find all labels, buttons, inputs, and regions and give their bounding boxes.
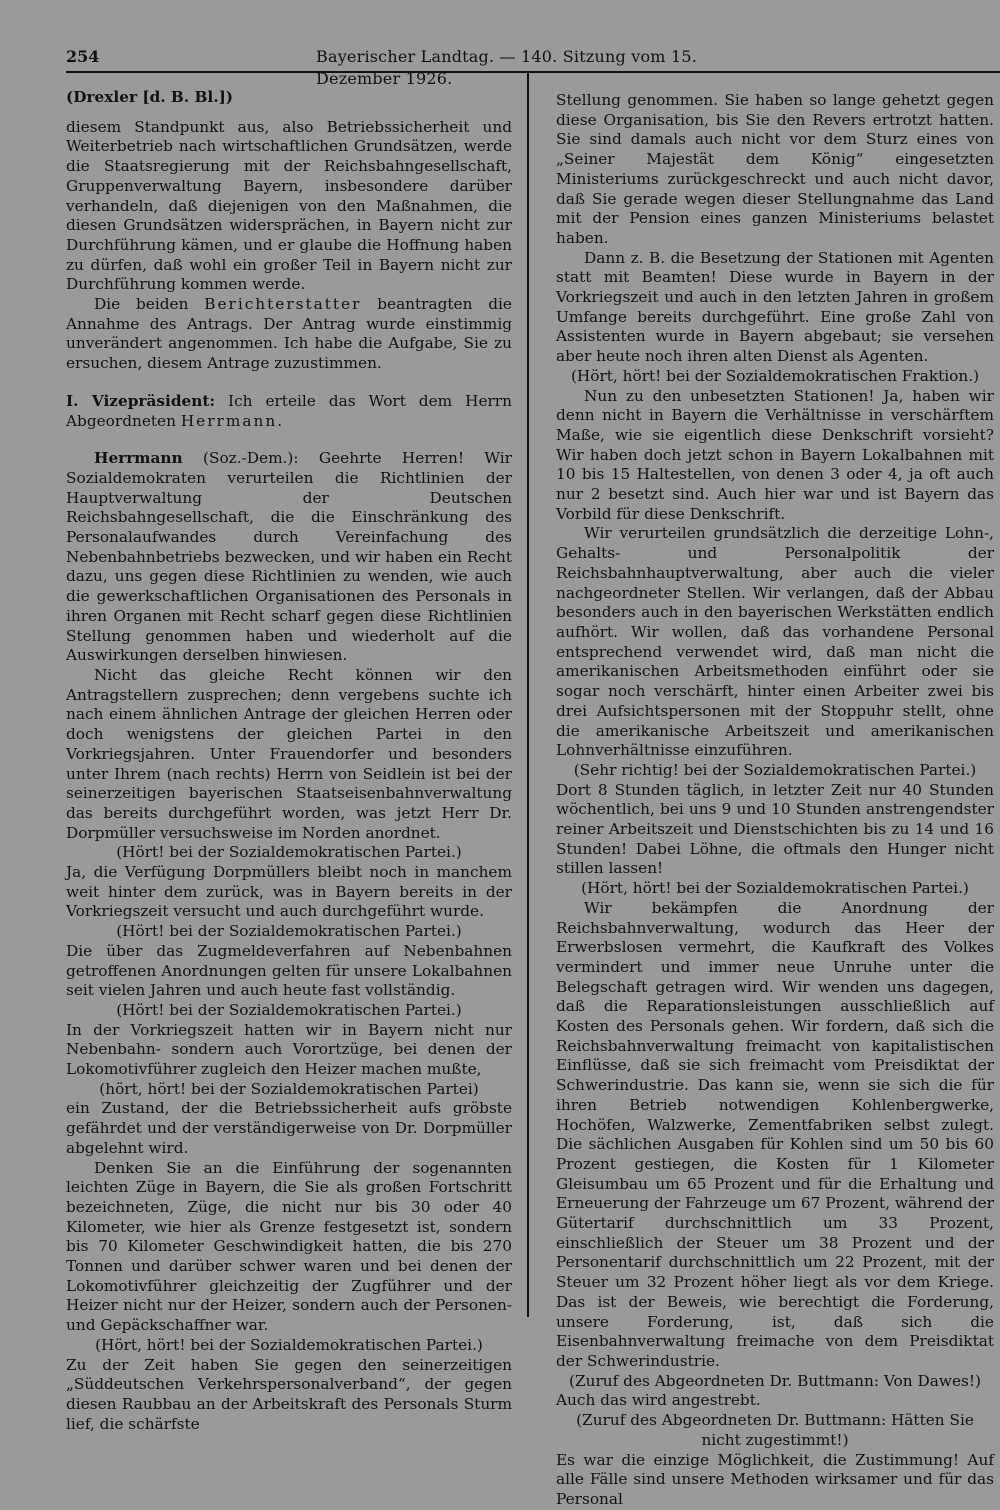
- interjection: (Sehr richtig! bei der Sozialdemokratischen Partei.): [573, 760, 977, 779]
- paragraph: In der Vorkriegszeit hatten wir in Bayern nicht nur Nebenbahn- sondern auch Vorortzüge, bei denen der Lokomotivführer zugleich den Heizer machen mußte,: [66, 1020, 512, 1079]
- interjection: (Zuruf des Abgeordneten Dr. Buttmann: Hätten Sie nicht zugestimmt!): [576, 1411, 974, 1449]
- speaker-name: Herrmann.: [180, 411, 285, 430]
- speaker-label: I. Vizepräsident:: [66, 391, 216, 410]
- speaker-heading: [66, 88, 512, 108]
- speaker-text: Geehrte Herren! Wir Sozialdemokraten verurteilen die Richtlinien der Hauptverwaltung der Deutschen Reichsbahngesellschaft, die die Einschränkung des Personalaufwandes durch Vereinfachung des Nebenbahnbetriebs bezwecken, und wir haben ein Recht dazu, uns gegen diese Richtlinien zu wenden, wie auch die gewerkschaftlichen Organisationen des Personals in ihren Organen mit Recht scharf gegen diese Richtlinien Stellung genommen haben und wiederholt auf die Auswirkungen derselben hinwiesen.: [66, 449, 512, 665]
- column-divider: [527, 73, 529, 1317]
- paragraph: Dort 8 Stunden täglich, in letzter Zeit nur 40 Stunden wöchentlich, bei uns 9 und 10 Stunden anstrengendster reiner Arbeitszeit und Dienstschichten bis zu 14 und 16 Stunden! Dabei Löhne, die oftmals den Hunger nicht stillen lassen!: [556, 780, 994, 878]
- paragraph: Zu der Zeit haben Sie gegen den seinerzeitigen „Süddeutschen Verkehrspersonalverband“, der gegen diesen Raubbau an der Arbeitskraft des Personals Sturm lief, die schärfste: [66, 1355, 512, 1433]
- paragraph: Auch das wird angestrebt.: [556, 1391, 761, 1410]
- interjection: (Hört! bei der Sozialdemokratischen Partei.): [116, 1000, 462, 1019]
- interjection: (Hört, hört! bei der Sozialdemokratischen Partei.): [581, 879, 969, 898]
- right-column: [556, 91, 994, 1510]
- text-spaced: Berichterstatter: [204, 295, 362, 314]
- speaker-text: Ich erteile das Wort dem Herrn Abgeordneten: [66, 391, 512, 430]
- paragraph: Wir verurteilen grundsätzlich die derzeitige Lohn-, Gehalts- und Personalpolitik der Reichsbahnhauptverwaltung, aber auch die vieler nachgeordneter Stellen. Wir verlangen, daß der Abbau besonders auch in den bayerischen Werkstätten endlich aufhört. Wir wollen, daß das vorhandene Personal entsprechend verwendet wird, daß man nicht die amerikanischen Arbeitsmethoden einführt oder sie sogar noch verschärft, hinter einen Arbeiter zwei bis drei Aufsichtspersonen mit der Stoppuhr stellt, ohne die amerikanische Arbeitszeit und amerikanischen Lohnverhältnisse einzuführen.: [556, 524, 994, 760]
- text-rest: beantragten die Annahme des Antrags. Der Antrag wurde einstimmig unverändert angenommen. Ich habe die Aufgabe, Sie zu ersuchen, diesem Antrage zuzustimmen.: [66, 295, 512, 373]
- paragraph: ein Zustand, der die Betriebssicherheit aufs gröbste gefährdet und der verständigerweise von Dr. Dorpmüller abgelehnt wird.: [66, 1099, 512, 1157]
- paragraph: Wir bekämpfen die Anordnung der Reichsbahnverwaltung, wodurch das Heer der Erwerbslosen vermehrt, die Kaufkraft des Volkes vermindert und immer neue Unruhe unter die Belegschaft getragen wird. Wir wenden uns dagegen, daß die Reparationsleistungen ausschließlich auf Kosten des Personals gehen. Wir fordern, daß sich die Reichsbahnverwaltung freimacht von kapitalistischen Einflüsse, daß sie sich freimacht vom Preisdiktat der Schwerindustrie. Das kann sie, wenn sie sich die für ihren Betrieb notwendigen Kohlenbergwerke, Hochöfen, Walzwerke, Zementfabriken selbst zulegt. Die sächlichen Ausgaben für Kohlen sind um 50 bis 60 Prozent gestiegen, die Kosten für 1 Kilometer Gleisumbau um 65 Prozent und für die Erhaltung und Erneuerung der Fahrzeuge um 67 Prozent, während der Gütertarif durchschnittlich um 33 Prozent, einschließlich der Steuer um 38 Prozent und der Personentarif durchschnittlich um 22 Prozent, mit der Steuer um 32 Prozent höher liegt als vor dem Kriege. Das ist der Beweis, wie berechtigt die Forderung, unsere Forderung, ist, daß sich die Eisenbahnverwaltung freimache von dem Preisdiktat der Schwerindustrie.: [556, 898, 994, 1370]
- paragraph: Es war die einzige Möglichkeit, die Zustimmung! Auf alle Fälle sind unsere Methoden wirksamer und für das Personal: [556, 1450, 994, 1508]
- left-column: [66, 88, 512, 1434]
- interjection: (Hört, hört! bei der Sozialdemokratischen Partei.): [95, 1335, 483, 1354]
- text-lead: Die beiden: [94, 295, 189, 314]
- header-rule: [66, 71, 1000, 73]
- paragraph: Dann z. B. die Besetzung der Stationen mit Agenten statt mit Beamten! Diese wurde in Bayern in der Vorkriegszeit und auch in den letzten Jahren in großem Umfange bereits durchgeführt. Eine große Zahl von Assistenten wurde in Bayern abgebaut; sie versehen aber heute noch ihren alten Dienst als Agenten.: [556, 248, 994, 366]
- speaker-label: Herrmann: [94, 449, 183, 468]
- interjection: (Hört, hört! bei der Sozialdemokratischen Fraktion.): [570, 366, 980, 385]
- paragraph: Die über das Zugmeldeverfahren auf Nebenbahnen getroffenen Anordnungen gelten für unsere Lokalbahnen seit vielen Jahren und auch heute fast vollständig.: [66, 941, 512, 1000]
- page-number: 254: [66, 47, 100, 66]
- paragraph: [66, 295, 512, 374]
- paragraph: Denken Sie an die Einführung der sogenannten leichten Züge in Bayern, die Sie als großen Fortschritt bezeichneten, Züge, die nicht nur bis 30 oder 40 Kilometer, wie hier als Grenze festgesetzt ist, sondern bis 70 Kilometer Geschwindigkeit hatten, die bis 270 Tonnen und darüber schwer waren und bei denen der Lokomotivführer gleichzeitig der Zugführer und der Heizer nicht nur der Heizer, sondern auch der Personen- und Gepäckschaffner war.: [66, 1158, 512, 1335]
- speaker-party: (Soz.-Dem.):: [203, 449, 299, 468]
- interjection: (Hört! bei der Sozialdemokratischen Partei.): [116, 922, 462, 941]
- interjection: (Zuruf des Abgeordneten Dr. Buttmann: Von Dawes!): [569, 1371, 981, 1390]
- running-title: Bayerischer Landtag. — 140. Sitzung vom 15. Dezember 1926.: [316, 47, 697, 88]
- speaker-heading-text: (Drexler [d. B. Bl.]): [66, 88, 234, 106]
- page-header: [66, 46, 756, 88]
- interjection: (hört, hört! bei der Sozialdemokratischen Partei): [99, 1079, 479, 1098]
- paragraph: Stellung genommen. Sie haben so lange gehetzt gegen diese Organisation, bis Sie den Revers ertrotzt hatten. Sie sind damals auch nicht vor dem Sturz eines von „Seiner Majestät dem König“ eingesetzten Ministeriums zurückgeschreckt und auch nicht davor, daß Sie gerade wegen dieser Stellungnahme das Land mit der Pension eines ganzen Ministeriums belastet haben.: [556, 91, 994, 247]
- paragraph: Nun zu den unbesetzten Stationen! Ja, haben wir denn nicht in Bayern die Verhältnisse in verschärftem Maße, wie sie eigentlich diese Denkschrift vorsieht? Wir haben doch jetzt schon in Bayern Lokalbahnen mit 10 bis 15 Haltestellen, von denen 3 oder 4, ja oft auch nur 2 besetzt sind. Auch hier war und ist Bayern das Vorbild für diese Denkschrift.: [556, 386, 994, 523]
- paragraph: Ja, die Verfügung Dorpmüllers bleibt noch in manchem weit hinter dem zurück, was in Bayern bereits in der Vorkriegszeit versucht und auch durchgeführt wurde.: [66, 863, 512, 921]
- herrmann-paragraph: [66, 449, 512, 666]
- interjection: (Hört! bei der Sozialdemokratischen Partei.): [116, 843, 462, 862]
- paragraph: Nicht das gleiche Recht können wir den Antragstellern zusprechen; denn vergebens suchte ich nach einem ähnlichen Antrage der gleichen Herren oder doch wenigstens der gleichen Partei in den Vorkriegsjahren. Unter Frauendorfer und besonders unter Ihrem (nach rechts) Herrn von Seidlein ist bei der seinerzeitigen bayerischen Staatseisenbahnverwaltung das bereits durchgeführt worden, was jetzt Herr Dr. Dorpmüller versuchsweise im Norden anordnet.: [66, 665, 512, 842]
- vizepraesident-paragraph: [66, 392, 512, 431]
- paragraph: diesem Standpunkt aus, also Betriebssicherheit und Weiterbetrieb nach wirtschaftlichen Grundsätzen, werde die Staatsregierung mit der Reichsbahngesellschaft, Gruppenverwaltung Bayern, insbesondere darüber verhandeln, daß diejenigen von den Maßnahmen, die diesen Grundsätzen widersprächen, in Bayern nicht zur Durchführung kämen, und er glaube die Hoffnung haben zu dürfen, daß wohl ein großer Teil in Bayern nicht zur Durchführung kommen werde.: [66, 117, 512, 294]
